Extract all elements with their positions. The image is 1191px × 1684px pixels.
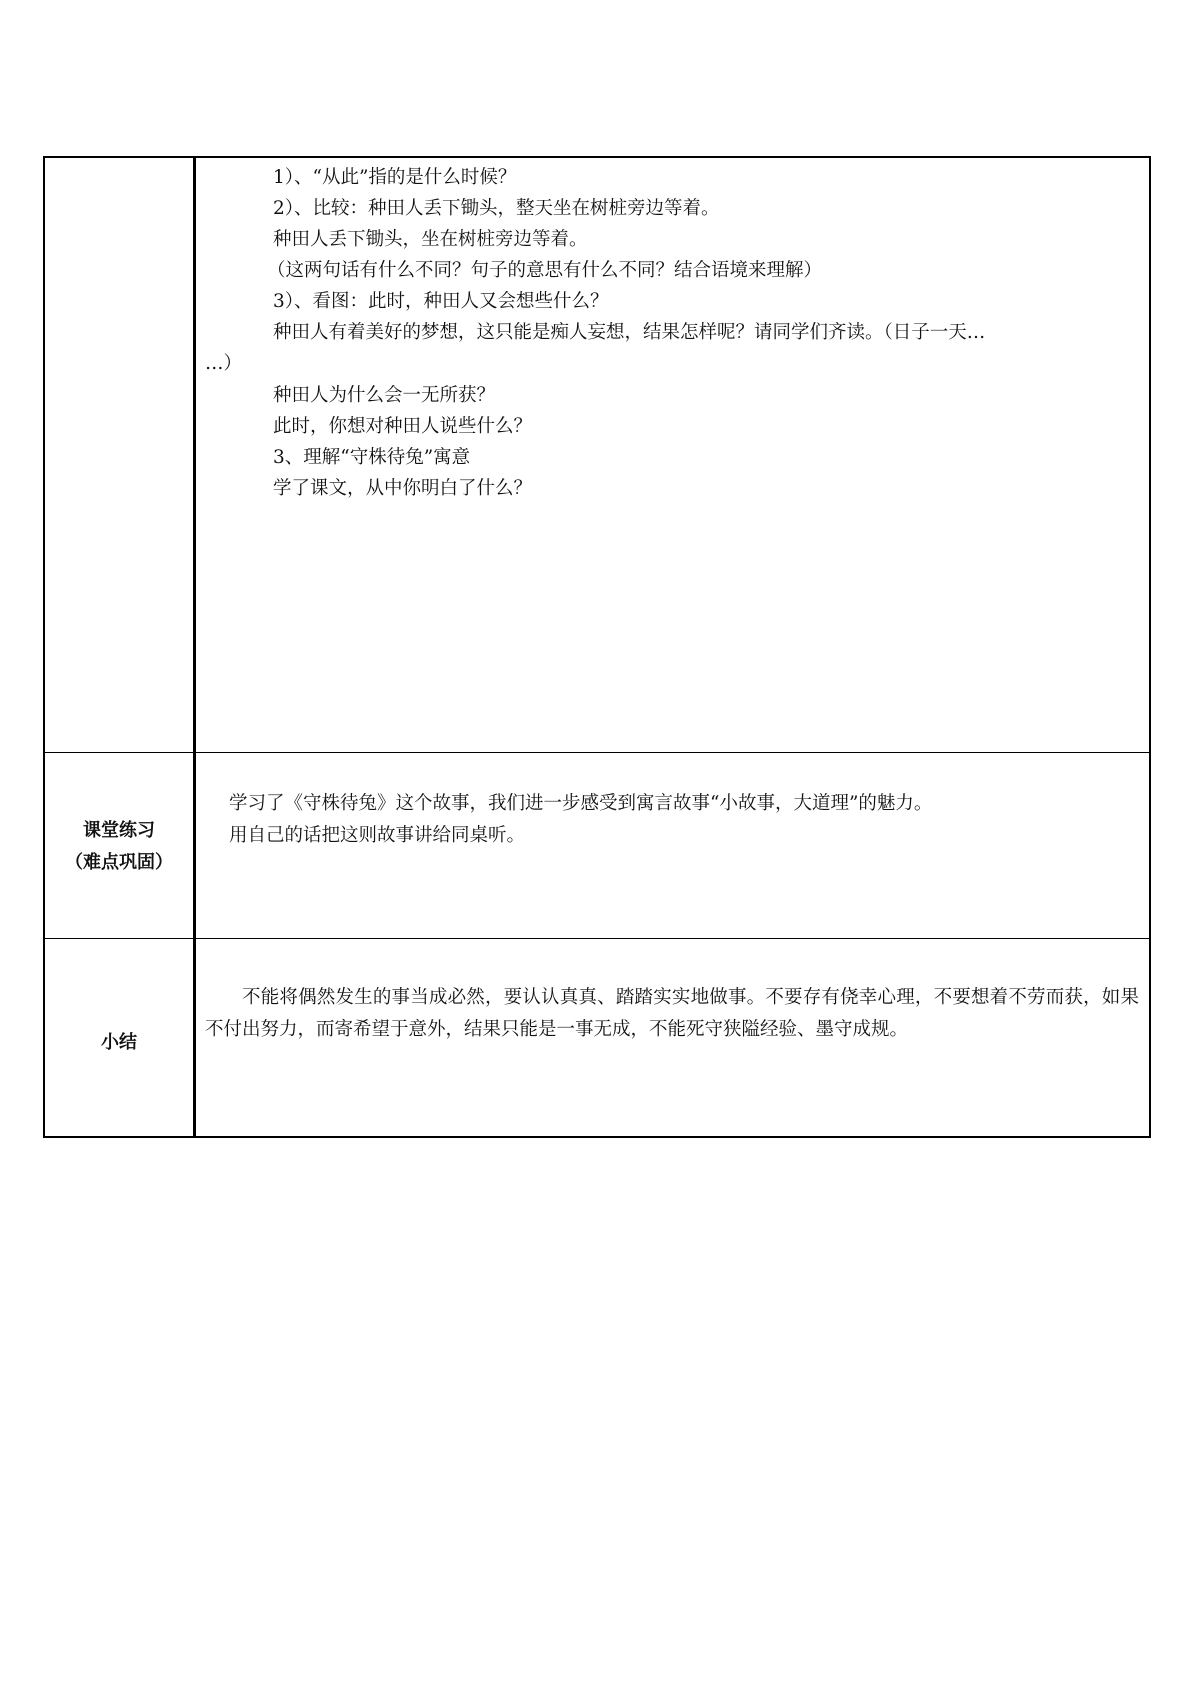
process-line: 种田人有着美好的梦想，这只能是痴人妄想，结果怎样呢？请同学们齐读。（日子一天…: [273, 322, 986, 343]
row-divider: [45, 938, 1149, 939]
process-line: 3）、看图：此时，种田人又会想些什么？: [273, 291, 609, 312]
exercise-label: 课堂练习: [83, 820, 155, 841]
process-line: …）: [205, 353, 243, 374]
process-line: 种田人为什么会一无所获？: [273, 385, 496, 406]
process-line: 3、理解“守株待兔”寓意: [273, 447, 471, 468]
process-line: （这两句话有什么不同？句子的意思有什么不同？结合语境来理解）: [267, 260, 823, 281]
exercise-sublabel: （难点巩固）: [65, 852, 173, 873]
process-line: 此时，你想对种田人说些什么？: [273, 416, 533, 437]
lesson-plan-table: [43, 156, 1151, 1138]
exercise-line: 学习了《守株待兔》这个故事，我们进一步感受到寓言故事“小故事，大道理”的魅力。: [229, 793, 933, 814]
process-line: 2）、比较：种田人丢下锄头，整天坐在树桩旁边等着。: [273, 198, 720, 219]
summary-text: 不能将偶然发生的事当成必然，要认认真真、踏踏实实地做事。不要存有侥幸心理，不要想着不劳而获，如果不付出努力，而寄希望于意外，结果只能是一事无成，不能死守狭隘经验、墨守成规。: [205, 987, 1139, 1040]
summary-label: 小结: [101, 1032, 137, 1053]
column-divider: [193, 158, 196, 1136]
exercise-line: 用自己的话把这则故事讲给同桌听。: [229, 825, 526, 846]
row-divider: [45, 752, 1149, 753]
process-line: 1）、“从此”指的是什么时候？: [273, 167, 517, 188]
process-line: 种田人丢下锄头，坐在树桩旁边等着。: [273, 229, 588, 250]
process-line: 学了课文，从中你明白了什么？: [273, 478, 533, 499]
